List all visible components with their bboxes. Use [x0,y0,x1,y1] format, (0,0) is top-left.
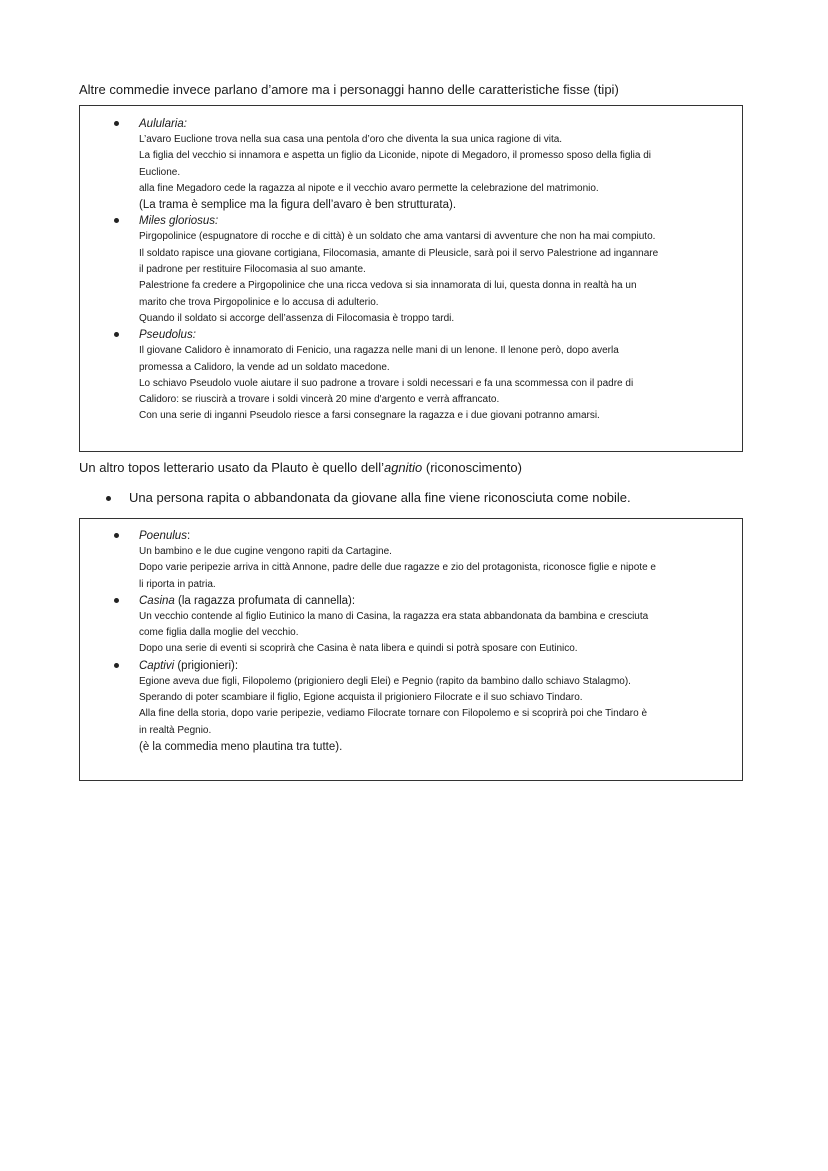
item-line: Pirgopolinice (espugnatore di rocche e di città) è un soldato che ama vantarsi di avventure che non ha mai compiuto. [139,231,656,243]
item-title [139,528,742,544]
item-title: Pseudolus: [139,329,196,342]
comedies-box-love [79,105,743,452]
item-line: come figlia dalla moglie del vecchio. [139,627,299,639]
item-line: Dopo varie peripezie arriva in città Annone, padre delle due ragazze e zio del protagonista, riconosce figlie e nipote e [139,562,656,574]
bullet-icon [106,496,111,501]
item-line: L’avaro Euclione trova nella sua casa una pentola d’oro che diventa la sua unica ragione di vita. [139,134,563,145]
item-note: (La trama è semplice ma la figura dell’avaro è ben strutturata). [139,199,457,212]
item-line: Con una serie di inganni Pseudolo riesce a farsi consegnare la ragazza e i due giovani potranno amarsi. [139,410,600,422]
topos-term: agnitio [383,460,423,475]
item-title-italic: Casina [139,594,175,607]
list-item-casina [139,593,742,658]
topos-bullet-text: Una persona rapita o abbandonata da giovane alla fine viene riconosciuta come nobile. [129,490,631,505]
bullet-icon [114,332,119,337]
comedies-box-agnitio [79,518,743,781]
bullet-icon [114,533,119,538]
list-item-poenulus [139,528,742,593]
item-line: li riporta in patria. [139,578,216,590]
item-title-rest: : [186,530,191,542]
item-title: Aulularia: [139,118,187,130]
item-line: La figlia del vecchio si innamora e aspetta un figlio da Liconide, nipote di Megadoro, il promesso sposo della figlia di [139,150,651,162]
item-line: Un vecchio contende al figlio Eutinico la mano di Casina, la ragazza era stata abbandonata da bambina e cresciuta [139,610,649,622]
item-line: Dopo una serie di eventi si scoprirà che Casina è nata libera e quindi si potrà sposare con Eutinico. [139,643,578,655]
item-title: Miles gloriosus: [139,215,219,228]
item-line: marito che trova Pirgopolinice e lo accusa di adulterio. [139,296,379,308]
item-line: il padrone per restituire Filocomasia al suo amante. [139,264,366,276]
bullet-icon [114,663,119,668]
topos-text-after: (riconoscimento) [422,460,522,475]
item-note: (è la commedia meno plautina tra tutte). [139,740,343,753]
list-item-pseudolus [139,327,742,424]
bullet-icon [114,218,119,223]
item-line: Quando il soldato si accorge dell’assenza di Filocomasia è troppo tardi. [139,312,455,324]
item-title-rest: (la ragazza profumata di cannella): [174,594,356,607]
item-line: alla fine Megadoro cede la ragazza al nipote e il vecchio avaro permette la celebrazione del matrimonio. [139,182,599,194]
list-item-aulularia [139,116,742,213]
item-title [139,658,742,674]
list-item-captivi [139,658,742,755]
bullet-icon [114,121,119,126]
bullet-icon [114,598,119,603]
item-line: in realtà Pegnio. [139,724,212,736]
item-line: promessa a Calidoro, la vende ad un soldato macedone. [139,361,390,373]
topos-text-before: Un altro topos letterario usato da Plauto è quello dell’ [79,460,384,475]
item-line: Il soldato rapisce una giovane cortigiana, Filocomasia, amante di Pleusicle, sarà poi il servo Palestrione ad ingannare [139,247,659,259]
item-line: Lo schiavo Pseudolo vuole aiutare il suo padrone a trovare i soldi necessari e fa una scommessa con il padre di [139,377,634,389]
item-line: Palestrione fa credere a Pirgopolinice che una ricca vedova si sia innamorata di lui, questa donna in realtà ha un [139,280,637,292]
item-line: Alla fine della storia, dopo varie peripezie, vediamo Filocrate tornare con Filopolemo e si scoprirà poi che Tindaro è [139,708,648,720]
item-line: Calidoro: se riuscirà a trovare i soldi vincerà 20 mine d'argento e verrà affrancato. [139,394,500,406]
item-title [139,593,742,609]
item-line: Sperando di poter scambiare il figlio, Egione acquista il prigioniero Filocrate e il suo schiavo Tindaro. [139,692,583,704]
intro-paragraph: Altre commedie invece parlano d’amore ma i personaggi hanno delle caratteristiche fisse (tipi) [79,82,619,97]
item-line: Egione aveva due figli, Filopolemo (prigioniero degli Elei) e Pegnio (rapito da bambino dallo schiavo Stalagmo). [139,675,631,687]
topos-paragraph [79,460,522,476]
item-line: Il giovane Calidoro è innamorato di Fenicio, una ragazza nelle mani di un lenone. Il lenone però, dopo averla [139,345,619,357]
item-line: Euclione. [139,166,181,178]
list-item-miles-gloriosus [139,213,742,327]
item-line: Un bambino e le due cugine vengono rapiti da Cartagine. [139,546,392,557]
item-title-italic: Captivi [139,659,175,672]
item-title-rest: (prigionieri): [174,659,239,672]
item-title-italic: Poenulus [139,530,187,542]
